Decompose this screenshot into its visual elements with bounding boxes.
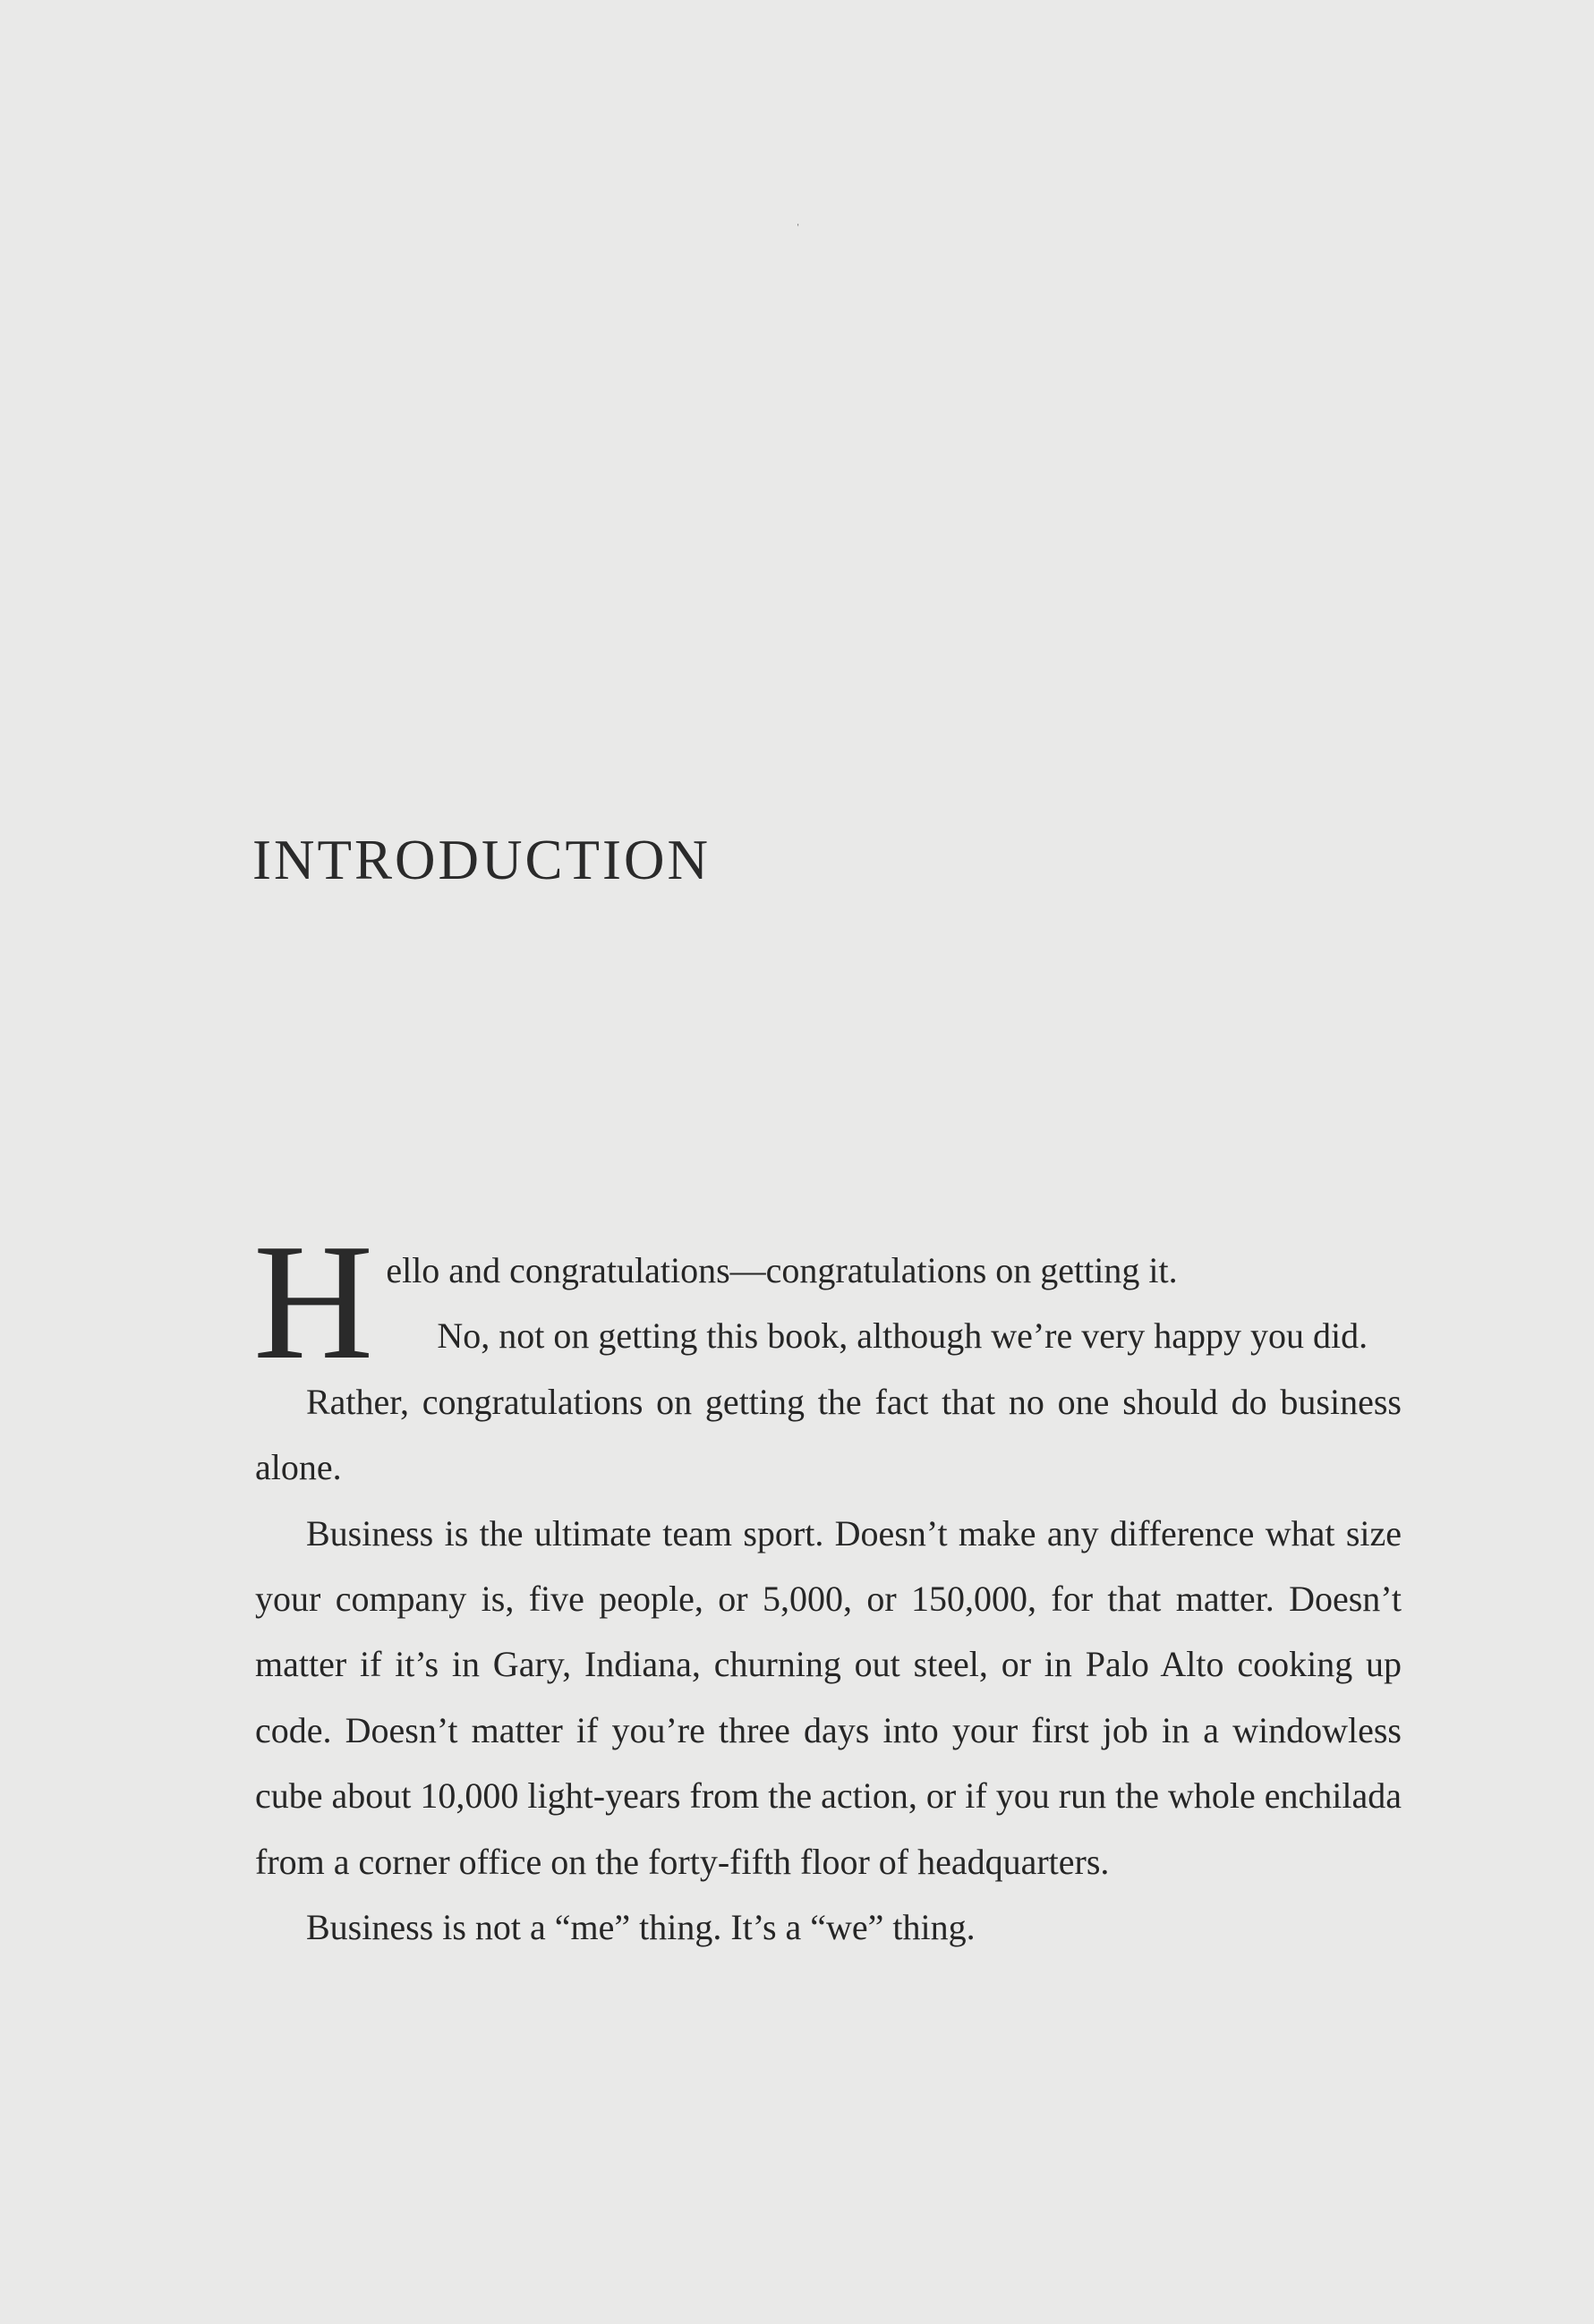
paragraph-2: No, not on getting this book, although we’re very happy you did. [437,1315,1368,1357]
opening-paragraph [253,1210,1402,1394]
paragraph-1: ello and congratulations—congratulations on getting it. [386,1250,1178,1290]
paper-speck: ˈ [796,222,801,237]
drop-cap: H [253,1210,374,1394]
paragraph-5: Business is not a “me” thing. It’s a “we” thing. [306,1907,976,1948]
paragraph-3: Rather, congratulations on getting the fact that no one should do business alone. [255,1381,1402,1488]
body-text [253,1210,1402,1960]
chapter-title: INTRODUCTION [252,829,711,891]
paragraph-4: Business is the ultimate team sport. Doesn’t make any difference what size your company is, five people, or 5,000, or 150,000, for that matter. Doesn’t matter if it’s in Gary, Indiana, churning out steel, or in Palo Alto cooking up code. Doesn’t matter if you’re three days into your first job in a windowless cube about 10,000 light-years from the action, or if you run the whole enchilada from a corner office on the forty-fifth floor of headquarters. [255,1512,1402,1882]
